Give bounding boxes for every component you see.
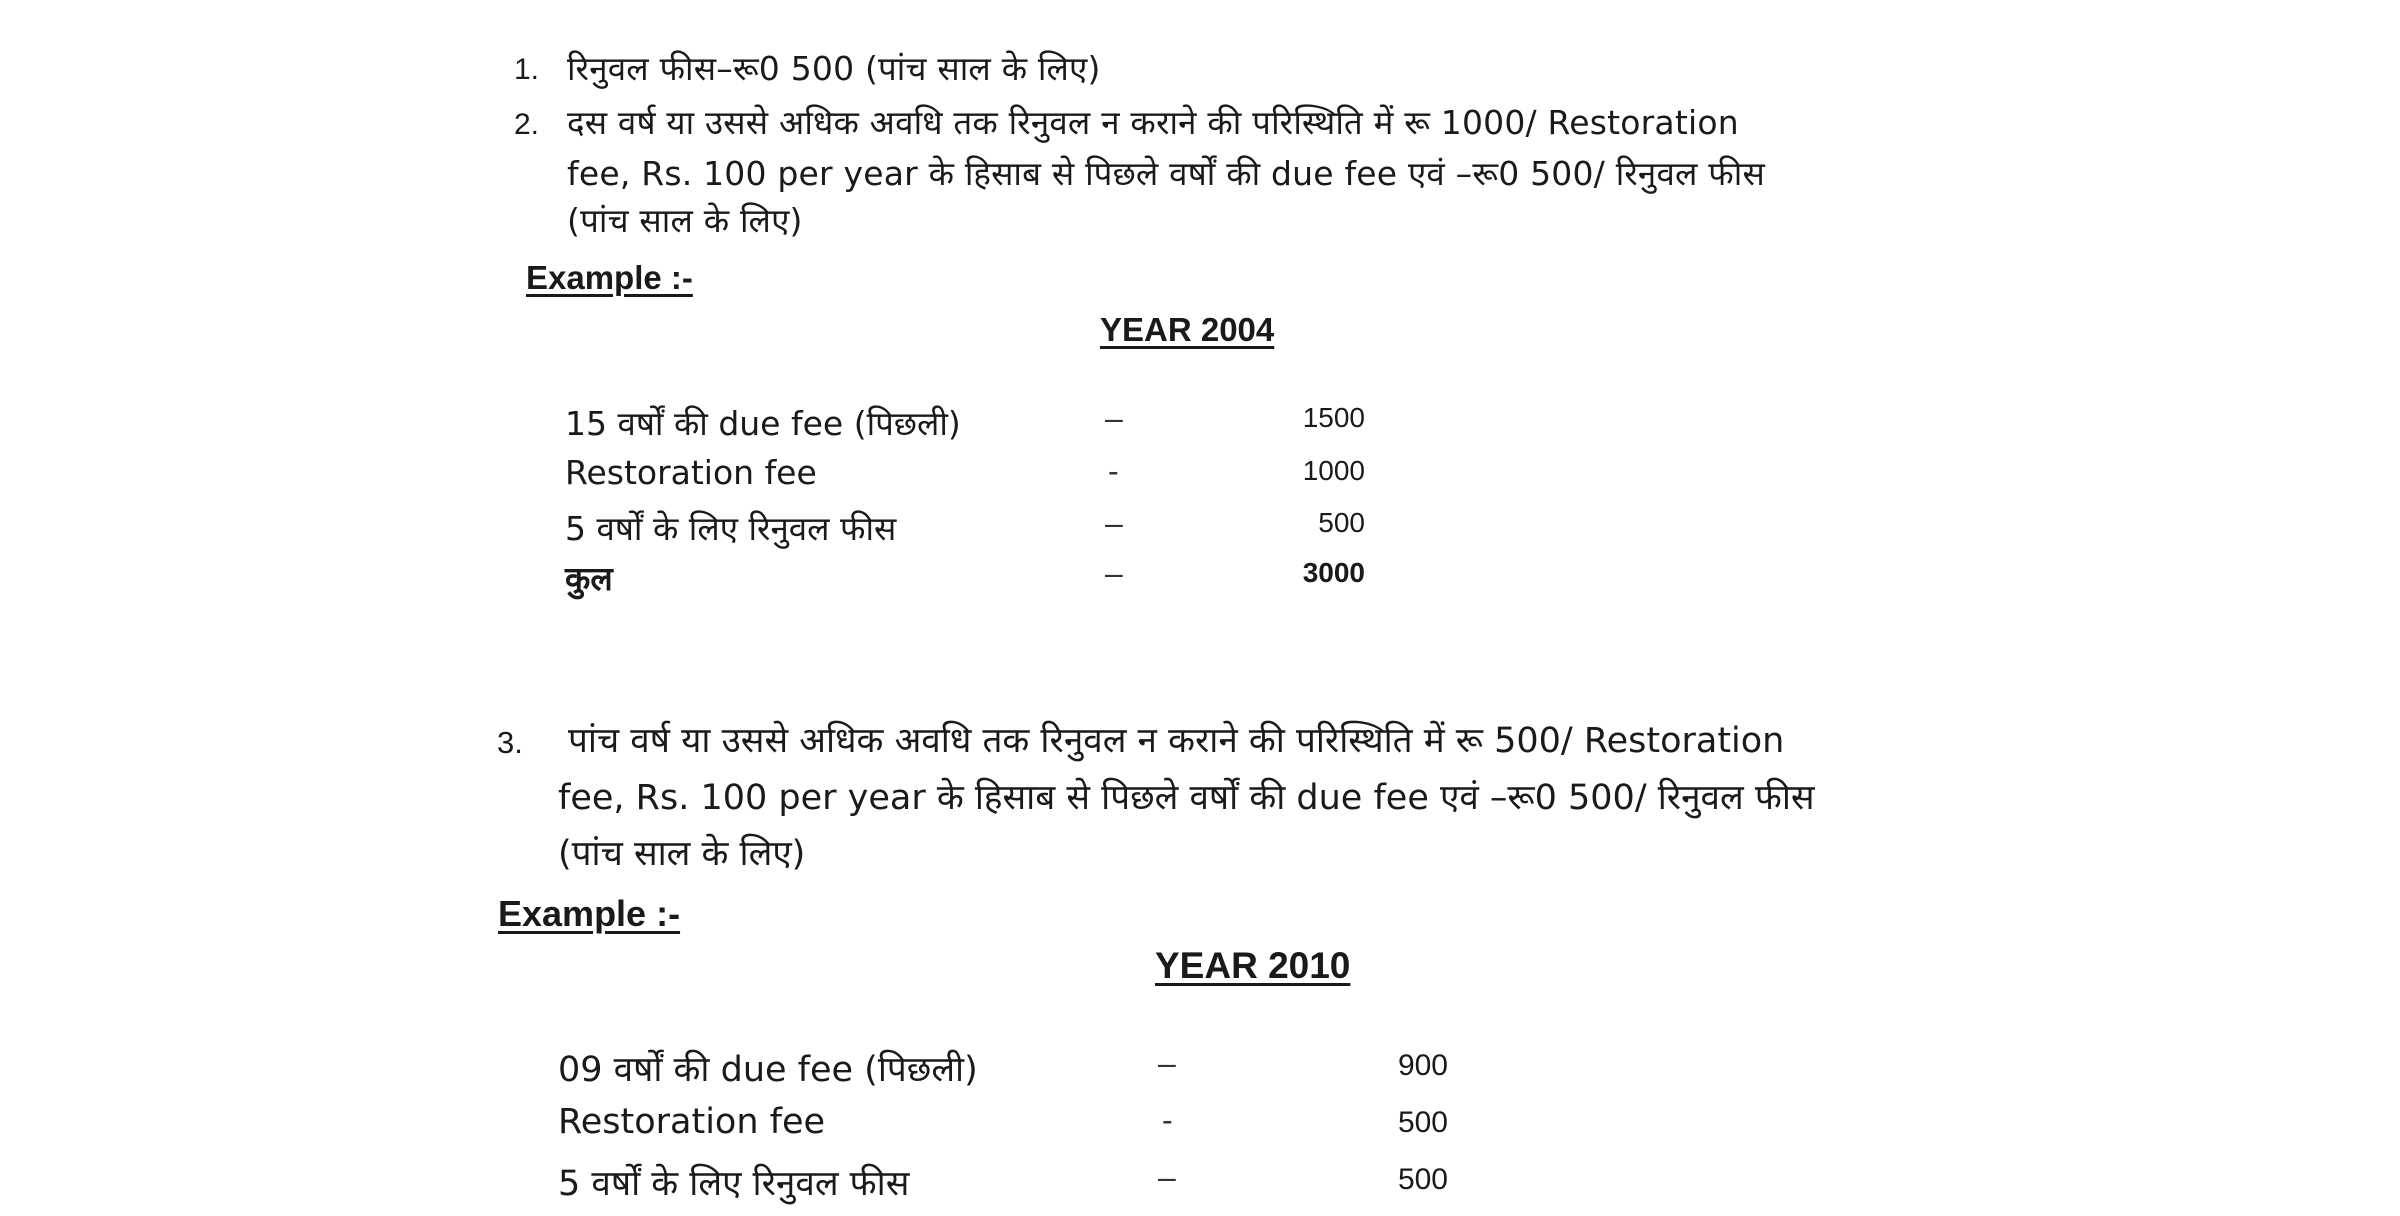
row-amount: 900 [1397,1049,1448,1082]
row-amount: 1500 [1302,402,1365,433]
item-2-line-1: दस वर्ष या उससे अधिक अवधि तक रिनुवल न कराने की परिस्थिति में रू 1000/ Restoration [567,103,1739,142]
row-amount: 500 [1397,1163,1448,1196]
row-dash: - [1162,1102,1173,1138]
row-amount: 500 [1397,1106,1448,1139]
item-2-line-2: fee, Rs. 100 per year के हिसाब से पिछले वर्षों की due fee एवं –रू0 500/ रिनुवल फीस [567,154,1765,193]
row-label: 15 वर्षों की due fee (पिछली) [565,404,961,443]
year-heading-2004: YEAR 2004 [1100,311,1275,348]
fee-table-2010 [558,1045,1558,1204]
row-dash: - [1108,453,1119,489]
row-dash: – [1105,555,1123,591]
item-1-text: रिनुवल फीस–रू0 500 (पांच साल के लिए) [567,49,1101,88]
row-dash: – [1105,400,1123,436]
row-dash: – [1105,505,1123,541]
row-dash: – [1158,1159,1176,1195]
row-label: 5 वर्षों के लिए रिनुवल फीस [558,1164,910,1204]
row-label: 09 वर्षों की due fee (पिछली) [558,1050,978,1090]
row-amount: 3000 [1302,557,1365,588]
example-label-1: Example :- [526,259,693,296]
fee-table-2004 [565,400,1465,610]
row-dash: – [1158,1045,1176,1081]
item-3-number: 3. [497,725,523,760]
item-2-line-3: (पांच साल के लिए) [567,201,803,240]
item-2-number: 2. [514,108,540,141]
item-1-number: 1. [514,53,540,86]
row-label: Restoration fee [558,1102,826,1142]
row-label: कुल [565,559,613,598]
example-label-2: Example :- [498,893,681,934]
row-label: Restoration fee [565,453,817,492]
row-label: 5 वर्षों के लिए रिनुवल फीस [565,509,897,548]
item-3-line-3: (पांच साल के लिए) [558,834,806,874]
item-3-line-1: पांच वर्ष या उससे अधिक अवधि तक रिनुवल न कराने की परिस्थिति में रू 500/ Restoration [568,721,1785,761]
row-amount: 1000 [1302,455,1365,486]
year-heading-2010: YEAR 2010 [1155,945,1351,986]
item-3-line-2: fee, Rs. 100 per year के हिसाब से पिछले वर्षों की due fee एवं –रू0 500/ रिनुवल फीस [558,778,1815,818]
row-amount: 500 [1318,507,1365,538]
